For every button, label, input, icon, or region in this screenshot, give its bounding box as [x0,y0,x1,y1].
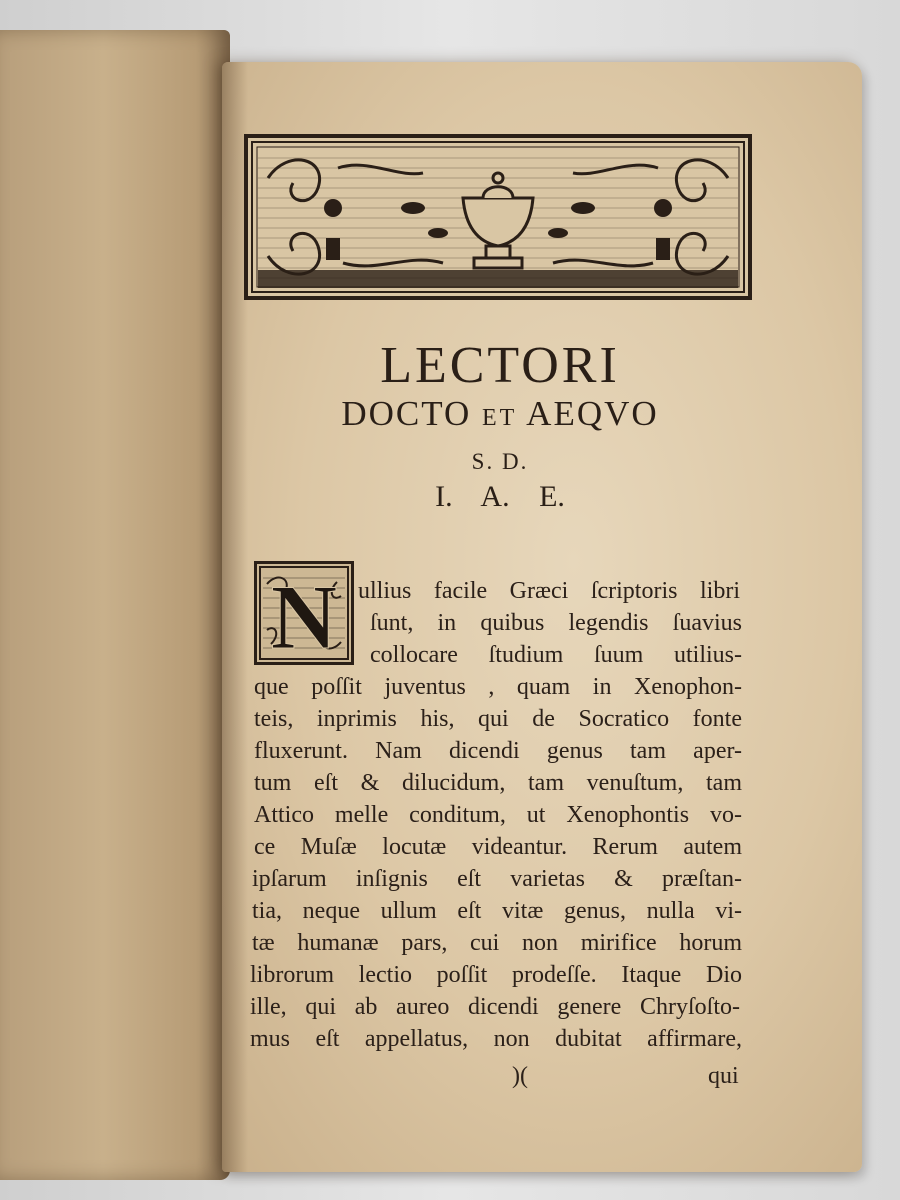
drop-cap [254,561,354,665]
drop-cap-letter: N [270,566,338,662]
body-line-3: collocare ſtudium ſuum utilius- [370,642,742,668]
catchword: qui [708,1063,739,1089]
heading-initials: I. A. E. [435,480,565,513]
headpiece-ornament-icon [248,138,748,296]
body-line-7: tum eſt & dilucidum, tam venuſtum, tam [254,770,742,796]
heading-lectori: LECTORI [380,337,620,394]
body-line-11: tia, neque ullum eſt vitæ genus, nulla vi- [252,898,742,924]
body-line-15: mus eſt appellatus, non dubitat affirmare, [250,1026,742,1052]
body-line-10: ipſarum inſignis eſt varietas & præſtan- [252,866,742,892]
drop-cap-ornament-icon [257,564,351,662]
body-line-12: tæ humanæ pars, cui non mirifice horum [252,930,742,956]
body-line-14: ille, qui ab aureo dicendi genere Chryſoſto- [250,994,740,1020]
heading-et: ET [482,405,518,431]
heading-docto: DOCTO [341,394,472,433]
body-line-1: ullius facile Græci ſcriptoris libri [358,578,740,604]
body-line-9: ce Muſæ locutæ videantur. Rerum autem [254,834,742,860]
heading-docto-et-aequo [262,394,738,434]
left-facing-page [0,30,230,1180]
body-line-2: ſunt, in quibus legendis ſuavius [370,610,742,636]
body-line-8: Attico melle conditum, ut Xenophontis vo- [254,802,742,828]
body-line-4: que poſſit juventus , quam in Xenophon- [254,674,742,700]
body-line-13: librorum lectio poſſit prodeſſe. Itaque Dio [250,962,742,988]
heading-salutem-dicit: S. D. [471,449,529,474]
body-line-6: fluxerunt. Nam dicendi genus tam aper- [254,738,742,764]
ornamental-headpiece [244,134,752,300]
body-line-5: teis, inprimis his, qui de Socratico fonte [254,706,742,732]
signature-mark: )( [512,1063,528,1089]
heading-aequo: AEQVO [526,394,659,433]
